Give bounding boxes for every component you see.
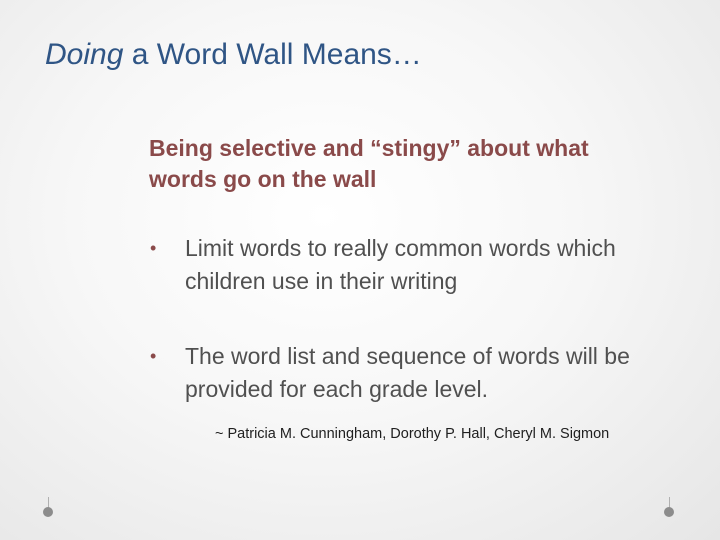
bullet-marker: • [150, 346, 157, 366]
bullet-item [150, 340, 670, 406]
bullet-marker: • [150, 238, 157, 258]
bullet-list [150, 232, 670, 448]
slide-title [45, 38, 422, 72]
decorative-dot-right [664, 507, 674, 517]
title-emphasis: Doing [45, 38, 124, 71]
title-rest: a Word Wall Means… [123, 38, 422, 71]
bullet-text: Limit words to really common words which children use in their writing [185, 235, 616, 294]
bullet-text: The word list and sequence of words will be provided for each grade level. [185, 343, 630, 402]
subheading: Being selective and “stingy” about what words go on the wall [149, 135, 589, 192]
bullet-item [150, 232, 670, 298]
citation: ~ Patricia M. Cunningham, Dorothy P. Hall, Cheryl M. Sigmon [215, 426, 610, 442]
decorative-dot-left [43, 507, 53, 517]
